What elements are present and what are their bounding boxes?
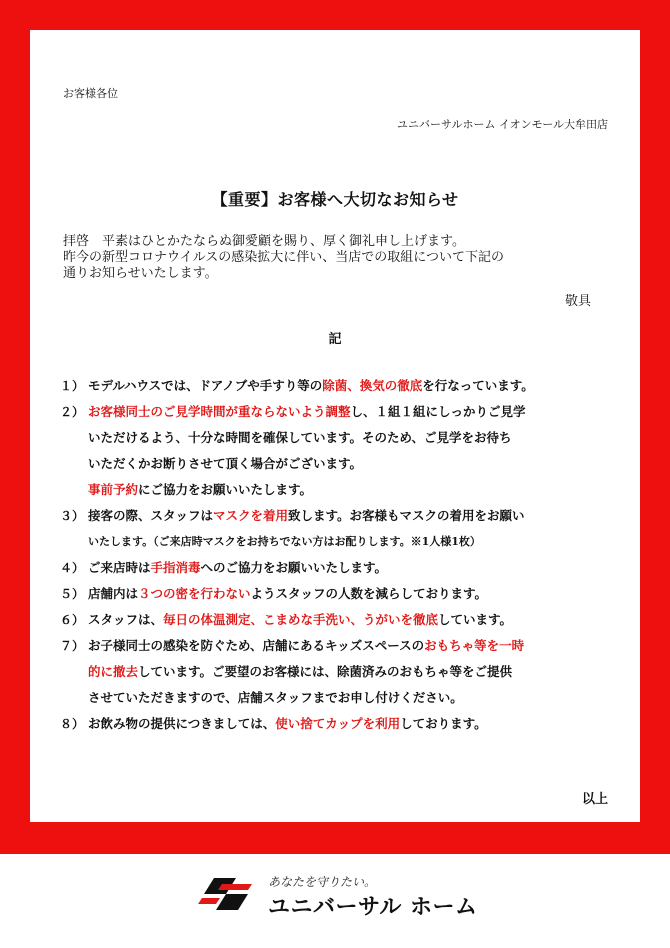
body-text: しております。 [400,716,487,731]
measure-text [88,711,620,737]
highlight-text: ３つの密を行わない [138,586,251,601]
measure-item [60,607,620,633]
measure-item [60,503,620,555]
body-text: お飲み物の提供につきましては、 [88,716,276,731]
highlight-text: 事前予約 [88,482,139,497]
body-text: しています。 [438,612,513,627]
greeting-paragraph: 拝啓 平素はひとかたならぬ御愛顧を賜り、厚く御礼申し上げます。 昨今の新型コロナウイルスの感染拡大に伴い、当店での取組について下記の 通りお知らせいたします。 [63,234,504,281]
body-text: スタッフは、 [88,612,164,627]
measure-line [88,529,620,555]
measure-number: １） [60,379,85,393]
measure-text [88,633,620,711]
measure-line [88,607,620,633]
measure-line [88,425,620,451]
measure-number: ４） [60,561,85,575]
highlight-text: 毎日の体温測定、こまめな手洗い、うがいを徹底 [163,612,439,627]
notice-title: 【重要】お客様へ大切なお知らせ [211,190,459,209]
measure-line [88,373,620,399]
measure-item [60,555,620,581]
measure-line [88,451,620,477]
measure-number: ３） [60,509,85,523]
measure-number: ７） [60,639,85,653]
closing-ijou: 以上 [581,792,608,807]
closing-keigu: 敬具 [564,294,591,309]
measure-item [60,373,620,399]
brand-name: ユニバーサル ホーム [268,895,478,920]
measure-line [88,581,620,607]
measure-item [60,399,620,503]
body-text: いただけるよう、十分な時間を確保しています。そのため、ご見学をお待ち [88,430,512,445]
body-text: お子様同士の感染を防ぐため、店舗にあるキッズスペースの [88,638,425,653]
measure-line [88,633,620,659]
body-text: にご協力をお願いいたします。 [138,482,313,497]
measure-number: ８） [60,717,85,731]
measure-text [88,607,620,633]
body-text: 店舗内は [88,586,139,601]
measure-text [88,373,620,399]
measure-text [88,503,620,555]
measure-number: ５） [60,587,85,601]
body-text: しています。ご要望のお客様には、除菌済みのおもちゃ等をご提供 [138,664,513,679]
body-text: いたします。（ご来店時マスクをお持ちでない方はお配りします。※1人様1枚） [88,535,481,548]
brand-tagline: あなたを守りたい。 [268,875,377,889]
measure-text [88,581,620,607]
highlight-text: お客様同士のご見学時間が重ならないよう調整 [88,404,351,419]
measure-item [60,711,620,737]
measure-line [88,555,620,581]
highlight-text: おもちゃ等を一時 [424,638,525,653]
body-text: へのご協力をお願いいたします。 [200,560,388,575]
measures-list [60,373,620,737]
body-text: ご来店時は [88,560,151,575]
universal-home-logo-icon [196,874,258,914]
highlight-text: 使い捨てカップを利用 [275,716,401,731]
notice-paper [30,30,640,822]
body-text: 致します。お客様もマスクの着用をお願い [288,508,525,523]
highlight-text: 的に撤去 [88,664,139,679]
measure-item [60,633,620,711]
body-text: 接客の際、スタッフは [88,508,214,523]
measure-text [88,399,620,503]
store-name: ユニバーサルホーム イオンモール大牟田店 [397,118,608,131]
body-text: させていただきますので、店舗スタッフまでお申し付けください。 [88,690,463,705]
measure-line [88,503,620,529]
body-text: ようスタッフの人数を減らしております。 [250,586,488,601]
measure-text [88,555,620,581]
measure-item [60,581,620,607]
body-text: いただくかお断りさせて頂く場合がございます。 [88,456,363,471]
highlight-text: 手指消毒 [150,560,201,575]
addressee: お客様各位 [63,87,118,100]
measure-line [88,711,620,737]
measure-line [88,685,620,711]
measure-line [88,399,620,425]
measure-line [88,659,620,685]
body-text: し、１組１組にしっかりご見学 [350,404,526,419]
ki-heading: 記 [328,332,342,347]
body-text: モデルハウスでは、ドアノブや手すり等の [88,378,323,393]
body-text: を行なっています。 [422,378,534,393]
highlight-text: 除菌、換気の徹底 [322,378,423,393]
measure-number: ２） [60,405,85,419]
measure-number: ６） [60,613,85,627]
measure-line [88,477,620,503]
highlight-text: マスクを着用 [213,508,289,523]
